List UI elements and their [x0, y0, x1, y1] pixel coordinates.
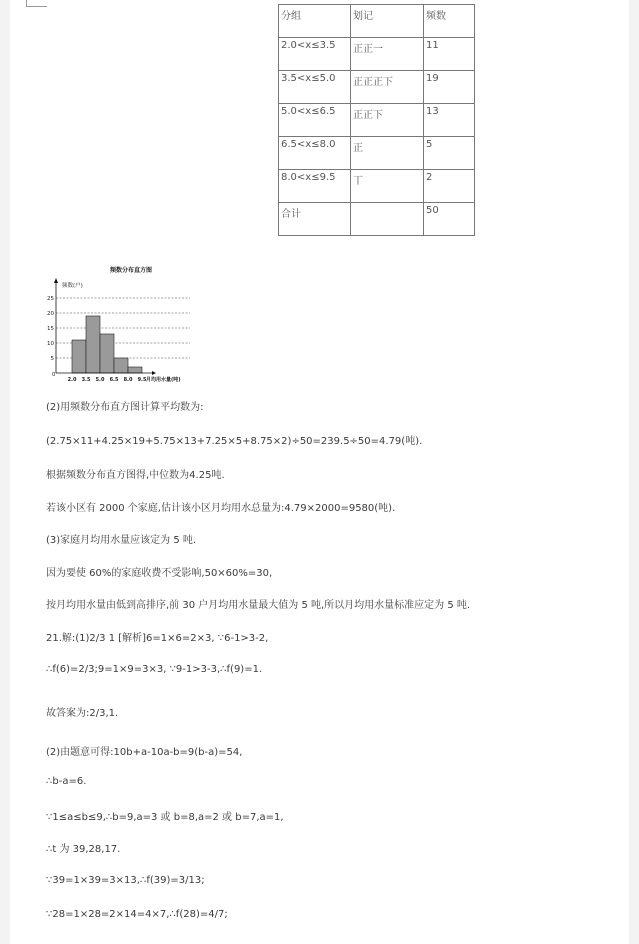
- chart-title: 频数分布直方图: [110, 267, 153, 274]
- table-cell: 50: [424, 203, 475, 236]
- y-axis-label: 频数(户): [62, 283, 83, 289]
- text-line: (2)用频数分布直方图计算平均数为:: [46, 402, 204, 413]
- table-cell: 合计: [279, 203, 351, 236]
- document-page: [10, 0, 629, 944]
- text-line: (2)由题意可得:10b+a-10a-b=9(b-a)=54,: [46, 747, 243, 758]
- x-tick-label: 6.5: [109, 377, 119, 383]
- table-row: [279, 203, 475, 236]
- text-line: 若该小区有 2000 个家庭,估计该小区月均用水总量为:4.79×2000=9580(吨).: [46, 503, 396, 514]
- table-cell: 3.5<x≤5.0: [279, 71, 351, 104]
- y-tick-label: 15: [47, 326, 54, 332]
- table-row: [279, 170, 475, 203]
- table-header-cell: 划记: [351, 5, 424, 38]
- text-line: ∵1≤a≤b≤9,∴b=9,a=3 或 b=8,a=2 或 b=7,a=1,: [46, 812, 284, 823]
- y-tick-label: 20: [47, 311, 54, 317]
- text-line: (2.75×11+4.25×19+5.75×13+7.25×5+8.75×2)÷50=239.5÷50=4.79(吨).: [46, 436, 423, 447]
- text-line: 故答案为:2/3,1.: [46, 708, 119, 719]
- text-line: ∵39=1×39=3×13,∴f(39)=3/13;: [46, 875, 205, 886]
- text-line: 21.解:(1)2/3 1 [解析]6=1×6=2×3, ∵6-1>3-2,: [46, 633, 269, 644]
- x-tick-label: 2.0: [67, 377, 77, 383]
- text-line: 按月均用水量由低到高排序,前 30 户月均用水量最大值为 5 吨,所以月均用水量标准应定为 5 吨.: [46, 600, 471, 611]
- table-row: [279, 137, 475, 170]
- text-line: ∴t 为 39,28,17.: [46, 844, 121, 855]
- x-tick-label: 5.0: [95, 377, 105, 383]
- text-line: 根据频数分布直方图得,中位数为4.25吨.: [46, 470, 225, 481]
- table-cell: 8.0<x≤9.5: [279, 170, 351, 203]
- histogram-bar: [72, 340, 86, 373]
- x-axis-arrow: [152, 371, 156, 375]
- table-cell: 正正下: [351, 104, 424, 137]
- table-cell: 19: [424, 71, 475, 104]
- x-axis-label: 月均用水量(吨): [146, 377, 181, 383]
- table-row: [279, 71, 475, 104]
- y-axis-arrow: [54, 278, 58, 283]
- histogram-chart: [40, 263, 220, 383]
- table-cell: 正正正下: [351, 71, 424, 104]
- x-tick-label: 3.5: [81, 377, 91, 383]
- table-header-row: [279, 5, 475, 38]
- histogram-bar: [128, 367, 142, 373]
- frequency-table: [278, 4, 475, 236]
- table-cell: 11: [424, 38, 475, 71]
- table-cell: 丅: [351, 170, 424, 203]
- x-tick-label: 0: [52, 372, 56, 378]
- histogram-bar: [114, 358, 128, 373]
- x-tick-label: 8.0: [123, 377, 133, 383]
- text-line: (3)家庭月均用水量应该定为 5 吨.: [46, 535, 197, 546]
- x-tick-label: 9.5: [137, 377, 147, 383]
- y-tick-label: 5: [50, 356, 54, 362]
- text-line: ∴b-a=6.: [46, 776, 87, 787]
- table-cell: 13: [424, 104, 475, 137]
- table-cell: 5.0<x≤6.5: [279, 104, 351, 137]
- table-header-cell: 分组: [279, 5, 351, 38]
- table-cell: [351, 203, 424, 236]
- y-tick-label: 25: [47, 296, 54, 302]
- table-row: [279, 38, 475, 71]
- table-cell: 2: [424, 170, 475, 203]
- table-cell: 正: [351, 137, 424, 170]
- text-line: 因为要使 60%的家庭收费不受影响,50×60%=30,: [46, 568, 273, 579]
- table-header-cell: 频数: [424, 5, 475, 38]
- table-cell: 5: [424, 137, 475, 170]
- table-cell: 6.5<x≤8.0: [279, 137, 351, 170]
- y-tick-label: 10: [47, 341, 54, 347]
- text-line: ∴f(6)=2/3;9=1×9=3×3, ∵9-1>3-3,∴f(9)=1.: [46, 664, 263, 675]
- histogram-bar: [100, 334, 114, 373]
- histogram-bar: [86, 316, 100, 373]
- table-cell: 正正一: [351, 38, 424, 71]
- page-corner-mark: [26, 0, 47, 7]
- table-cell: 2.0<x≤3.5: [279, 38, 351, 71]
- table-row: [279, 104, 475, 137]
- text-line: ∵28=1×28=2×14=4×7,∴f(28)=4/7;: [46, 909, 228, 920]
